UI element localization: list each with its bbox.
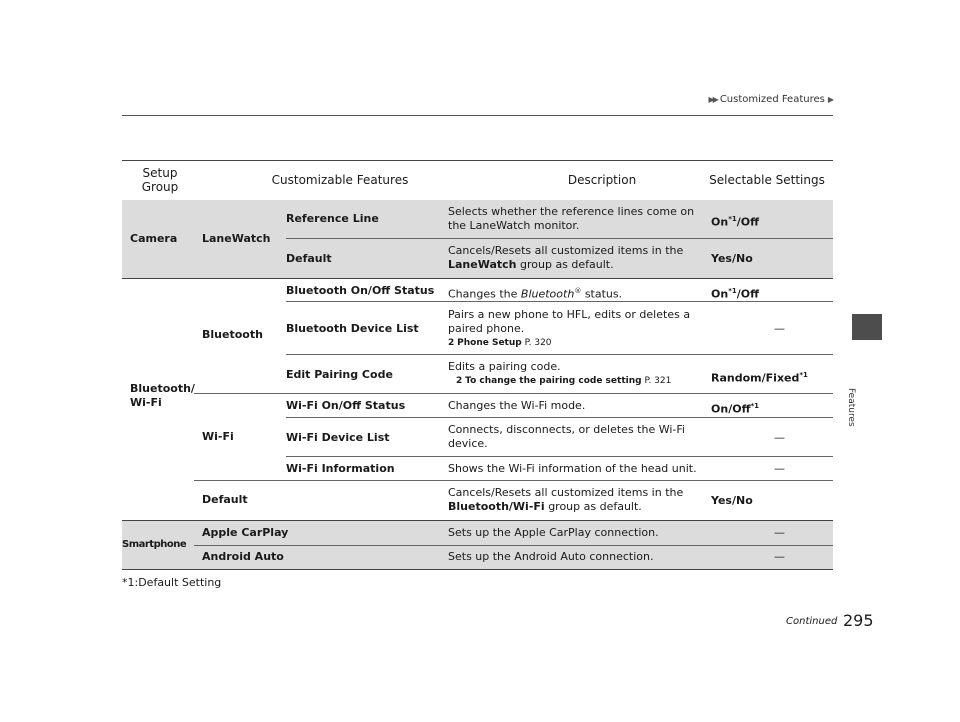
desc-wifi-onoff: Changes the Wi-Fi mode. [448,399,586,412]
camera-divider [286,238,833,239]
group-smartphone: Smartphone [122,539,187,550]
setting-wifi-info: — [774,462,785,475]
reference-arrow-icon: 2 [456,376,463,386]
footnote: *1:Default Setting [122,576,222,589]
setting-lanewatch-default: Yes/No [711,252,753,265]
desc-bt-default: Cancels/Resets all customized items in the Bluetooth/Wi-Fi group as default. [448,486,684,513]
feature-wifi-onoff: Wi-Fi On/Off Status [286,399,406,412]
breadcrumb-label: Customized Features [719,94,825,105]
subgroup-bluetooth: Bluetooth [202,328,263,341]
desc-wifi-info: Shows the Wi-Fi information of the head unit. [448,462,697,475]
continued-label: Continued [786,616,838,627]
setting-android-auto: — [774,550,785,563]
breadcrumb [709,94,832,105]
subgroup-wifi: Wi-Fi [202,430,234,443]
bt-divider-3 [194,393,833,394]
smartphone-divider [194,545,833,546]
desc-lanewatch-default: Cancels/Resets all customized items in the LaneWatch group as default. [448,244,684,271]
subgroup-lanewatch: LaneWatch [202,232,271,245]
table-header [122,160,833,200]
arrow-icon: ▶ [827,95,832,104]
feature-bt-device-list: Bluetooth Device List [286,322,419,335]
table-bottom-rule [122,569,833,570]
desc-bt-device-list: Pairs a new phone to HFL, edits or deletes a paired phone. 2 Phone Setup P. 320 [448,308,691,348]
bt-divider-6 [194,480,833,481]
bluetooth-wifi-section [122,278,833,520]
feature-reference-line: Reference Line [286,212,379,225]
header-group: Setup Group [141,166,179,194]
desc-bt-onoff: Changes the Bluetooth® status. [448,287,623,301]
desc-edit-pairing: Edits a pairing code. 2 To change the pairing code setting P. 321 [448,360,672,386]
desc-android-auto: Sets up the Android Auto connection. [448,550,654,563]
feature-wifi-device-list: Wi-Fi Device List [286,431,390,444]
section-label: Features [846,388,856,427]
bt-divider-5 [286,456,833,457]
reference-arrow-icon: 2 [448,338,455,348]
setting-bt-onoff: On$^{*1}$/Off [711,287,760,301]
feature-apple-carplay: Apple CarPlay [202,526,289,539]
double-arrow-icon: ▶▶ [708,95,717,104]
setting-bt-default: Yes/No [711,494,753,507]
section-tab [852,314,882,340]
feature-android-auto: Android Auto [202,550,284,563]
header-settings: Selectable Settings [709,173,825,187]
desc-apple-carplay: Sets up the Apple CarPlay connection. [448,526,659,539]
bt-divider-1 [286,301,833,302]
setting-wifi-onoff: On/Off$^{*1}$ [711,402,760,416]
header-features: Customizable Features [271,173,409,187]
feature-lanewatch-default: Default [286,252,332,265]
group-camera: Camera [130,232,178,245]
desc-wifi-device-list: Connects, disconnects, or deletes the Wi-Fi device. [448,423,685,450]
group-bluetooth-wifi: Bluetooth/ Wi-Fi [130,382,195,409]
feature-bt-default: Default [202,493,248,506]
header-description: Description [567,173,637,187]
header-rule [122,115,833,116]
setting-reference-line: On$^{*1}$/Off [711,215,760,229]
desc-reference-line: Selects whether the reference lines come on the LaneWatch monitor. [448,205,695,232]
feature-edit-pairing: Edit Pairing Code [286,368,393,381]
setting-edit-pairing: Random/Fixed$^{*1}$ [711,371,808,385]
page-number: 295 [843,611,874,630]
feature-bt-onoff: Bluetooth On/Off Status [286,284,435,297]
bt-divider-2 [286,354,833,355]
camera-section [122,200,833,278]
setting-bt-device-list: — [774,322,785,335]
setting-wifi-device-list: — [774,431,785,444]
bt-divider-4 [286,417,833,418]
feature-wifi-info: Wi-Fi Information [286,462,395,475]
setting-apple-carplay: — [774,526,785,539]
